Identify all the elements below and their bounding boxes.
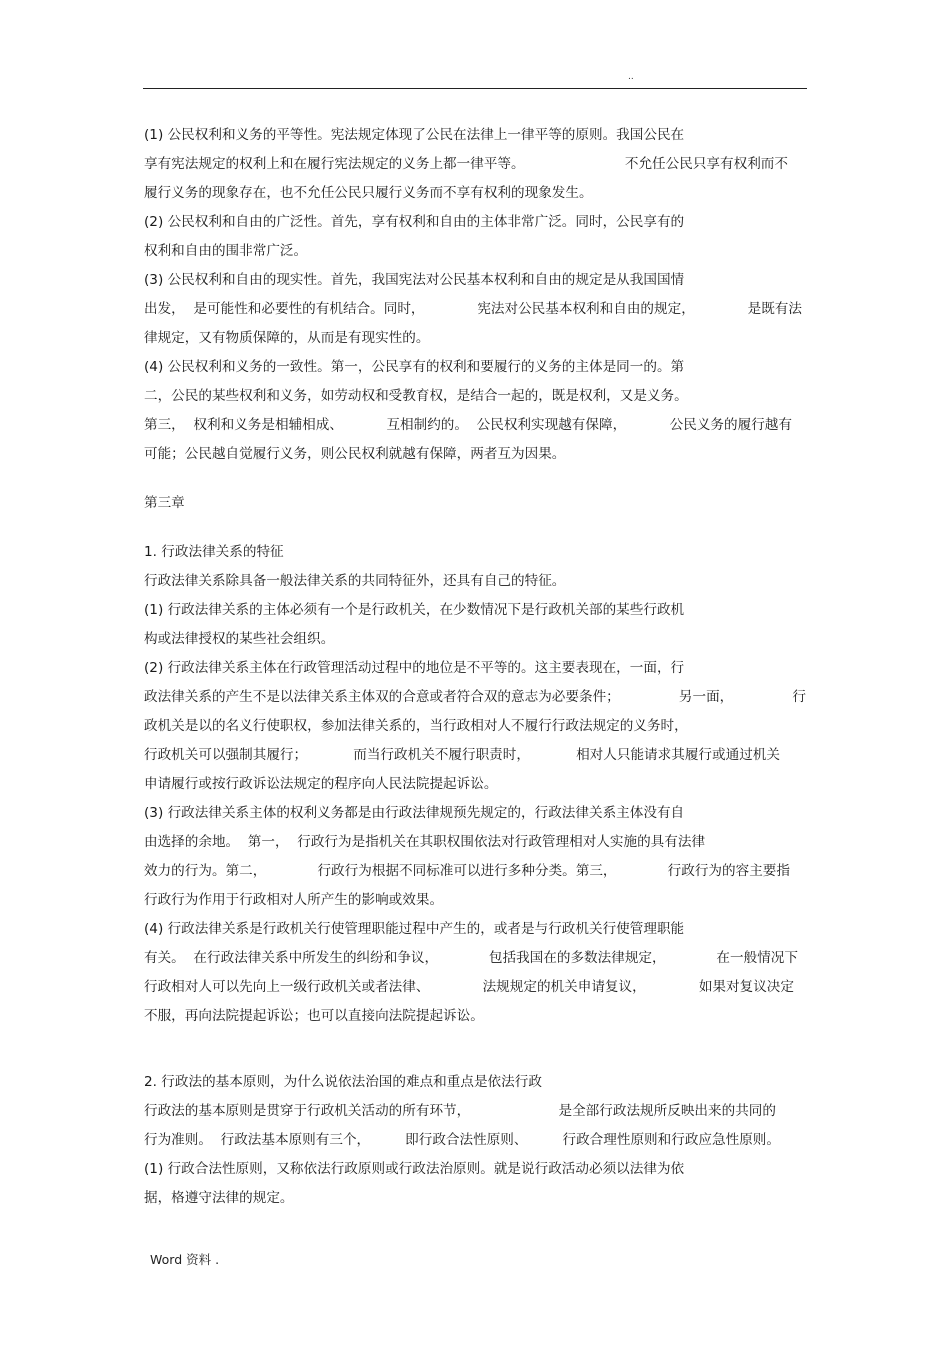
paragraph-line <box>144 944 798 973</box>
paragraph-line: 履行义务的现象存在，也不允任公民只履行义务而不享有权利的现象发生。 <box>144 185 593 201</box>
text-segment: 宪法对公民基本权利和自由的规定， <box>477 301 695 317</box>
section-admin-legal-relation <box>144 538 810 1031</box>
text-segment: 即行政合法性原则、 <box>405 1132 528 1148</box>
text-segment: 效力的行为。第二， <box>144 863 267 879</box>
paragraph-line: (2) 公民权利和自由的广泛性。首先，享有权利和自由的主体非常广泛。同时，公民享有的 <box>144 214 685 230</box>
text-segment: 如果对复议决定 <box>698 979 794 995</box>
text-segment: 第三， 权利和义务是相辅相成、 <box>144 417 343 433</box>
paragraph-line <box>144 1126 780 1155</box>
paragraph-line <box>144 741 780 770</box>
paragraph-line <box>144 411 792 440</box>
paragraph-line: 据，格遵守法律的规定。 <box>144 1190 294 1206</box>
text-segment: 行政行为的容主要指 <box>667 863 790 879</box>
paragraph-line <box>144 295 802 324</box>
paragraph-line: 不服，再向法院提起诉讼；也可以直接向法院提起诉讼。 <box>144 1008 484 1024</box>
text-segment: 相对人只能请求其履行或通过机关 <box>576 747 780 763</box>
paragraph-line: 由选择的余地。 第一， 行政行为是指机关在其职权围依法对行政管理相对人实施的具有法律 <box>144 834 706 850</box>
text-segment: 公民义务的履行越有 <box>669 417 792 433</box>
text-segment: 享有宪法规定的权利上和在履行宪法规定的义务上都一律平等。 <box>144 156 525 172</box>
paragraph-line: (3) 公民权利和自由的现实性。首先，我国宪法对公民基本权利和自由的规定是从我国国情 <box>144 272 685 288</box>
paragraph-line: (1) 行政法律关系的主体必须有一个是行政机关，在少数情况下是行政机关部的某些行政机 <box>144 602 685 618</box>
paragraph-line: (1) 行政合法性原则，又称依法行政原则或行政法治原则。就是说行政活动必须以法律为依 <box>144 1161 685 1177</box>
paragraph-line: 权利和自由的围非常广泛。 <box>144 243 308 259</box>
text-segment: 政法律关系的产生不是以法律关系主体双的合意或者符合双的意志为必要条件； <box>144 689 620 705</box>
header-rule <box>143 88 807 89</box>
paragraph-line <box>144 1097 776 1126</box>
paragraph-line <box>144 857 790 886</box>
text-segment: 行政相对人可以先向上一级行政机关或者法律、 <box>144 979 430 995</box>
text-segment: 行政法的基本原则是贯穿于行政机关活动的所有环节， <box>144 1103 471 1119</box>
chapter-title: 第三章 <box>144 495 185 511</box>
page-header-mark: .. <box>628 72 634 82</box>
paragraph-line: 律规定，又有物质保障的，从而是有现实性的。 <box>144 330 430 346</box>
paragraph-line: 可能；公民越自觉履行义务，则公民权利就越有保障，两者互为因果。 <box>144 446 566 462</box>
paragraph-line <box>144 150 788 179</box>
paragraph-line <box>144 683 806 712</box>
text-segment: 行政行为根据不同标准可以进行多种分类。第三， <box>317 863 617 879</box>
paragraph-line: 申请履行或按行政诉讼法规定的程序向人民法院提起诉讼。 <box>144 776 498 792</box>
text-segment: 行 <box>792 689 806 705</box>
text-segment: 不允任公民只享有权利而不 <box>624 156 788 172</box>
paragraph-line: 二，公民的某些权利和义务，如劳动权和受教育权，是结合一起的，既是权利，又是义务。 <box>144 388 688 404</box>
paragraph-line: (4) 公民权利和义务的一致性。第一，公民享有的权利和要履行的义务的主体是同一的。第 <box>144 359 685 375</box>
text-segment: 行政机关可以强制其履行； <box>144 747 308 763</box>
text-segment: 是全部行政法规所反映出来的共同的 <box>558 1103 776 1119</box>
text-segment: 在一般情况下 <box>716 950 798 966</box>
section-citizen-rights <box>144 121 810 469</box>
text-segment: 出发， 是可能性和必要性的有机结合。同时， <box>144 301 425 317</box>
text-segment: 另一面， <box>678 689 734 705</box>
paragraph-line: 政机关是以的名义行使职权，参加法律关系的，当行政相对人不履行行政法规定的义务时， <box>144 718 688 734</box>
section-admin-law-principles <box>144 1068 810 1213</box>
text-segment: 行为准则。 行政法基本原则有三个， <box>144 1132 371 1148</box>
paragraph-line: (2) 行政法律关系主体在行政管理活动过程中的地位是不平等的。这主要表现在，一面，行 <box>144 660 685 676</box>
text-segment: 互相制约的。 公民权利实现越有保障， <box>386 417 627 433</box>
paragraph-line: (4) 行政法律关系是行政机关行使管理职能过程中产生的，或者是与行政机关行使管理职能 <box>144 921 685 937</box>
paragraph-line: (1) 公民权利和义务的平等性。宪法规定体现了公民在法律上一律平等的原则。我国公民在 <box>144 127 685 143</box>
text-segment: 行政合理性原则和行政应急性原则。 <box>562 1132 780 1148</box>
page-footer: Word 资料 . <box>150 1252 220 1267</box>
paragraph-line: 行政法律关系除具备一般法律关系的共同特征外，还具有自己的特征。 <box>144 573 566 589</box>
paragraph-line <box>144 973 794 1002</box>
paragraph-line: (3) 行政法律关系主体的权利义务都是由行政法律规预先规定的，行政法律关系主体没有自 <box>144 805 685 821</box>
text-segment: 而当行政机关不履行职责时， <box>353 747 530 763</box>
section-heading: 1. 行政法律关系的特征 <box>144 544 284 560</box>
text-segment: 法规规定的机关申请复议， <box>482 979 646 995</box>
paragraph-line: 构或法律授权的某些社会组织。 <box>144 631 335 647</box>
paragraph-line: 行政行为作用于行政相对人所产生的影响或效果。 <box>144 892 444 908</box>
text-segment: 是既有法 <box>747 301 802 317</box>
section-heading: 2. 行政法的基本原则，为什么说依法治国的难点和重点是依法行政 <box>144 1074 542 1090</box>
text-segment: 包括我国在的多数法律规定， <box>488 950 666 966</box>
document-body <box>144 121 810 1213</box>
text-segment: 有关。 在行政法律关系中所发生的纠纷和争议， <box>144 950 439 966</box>
